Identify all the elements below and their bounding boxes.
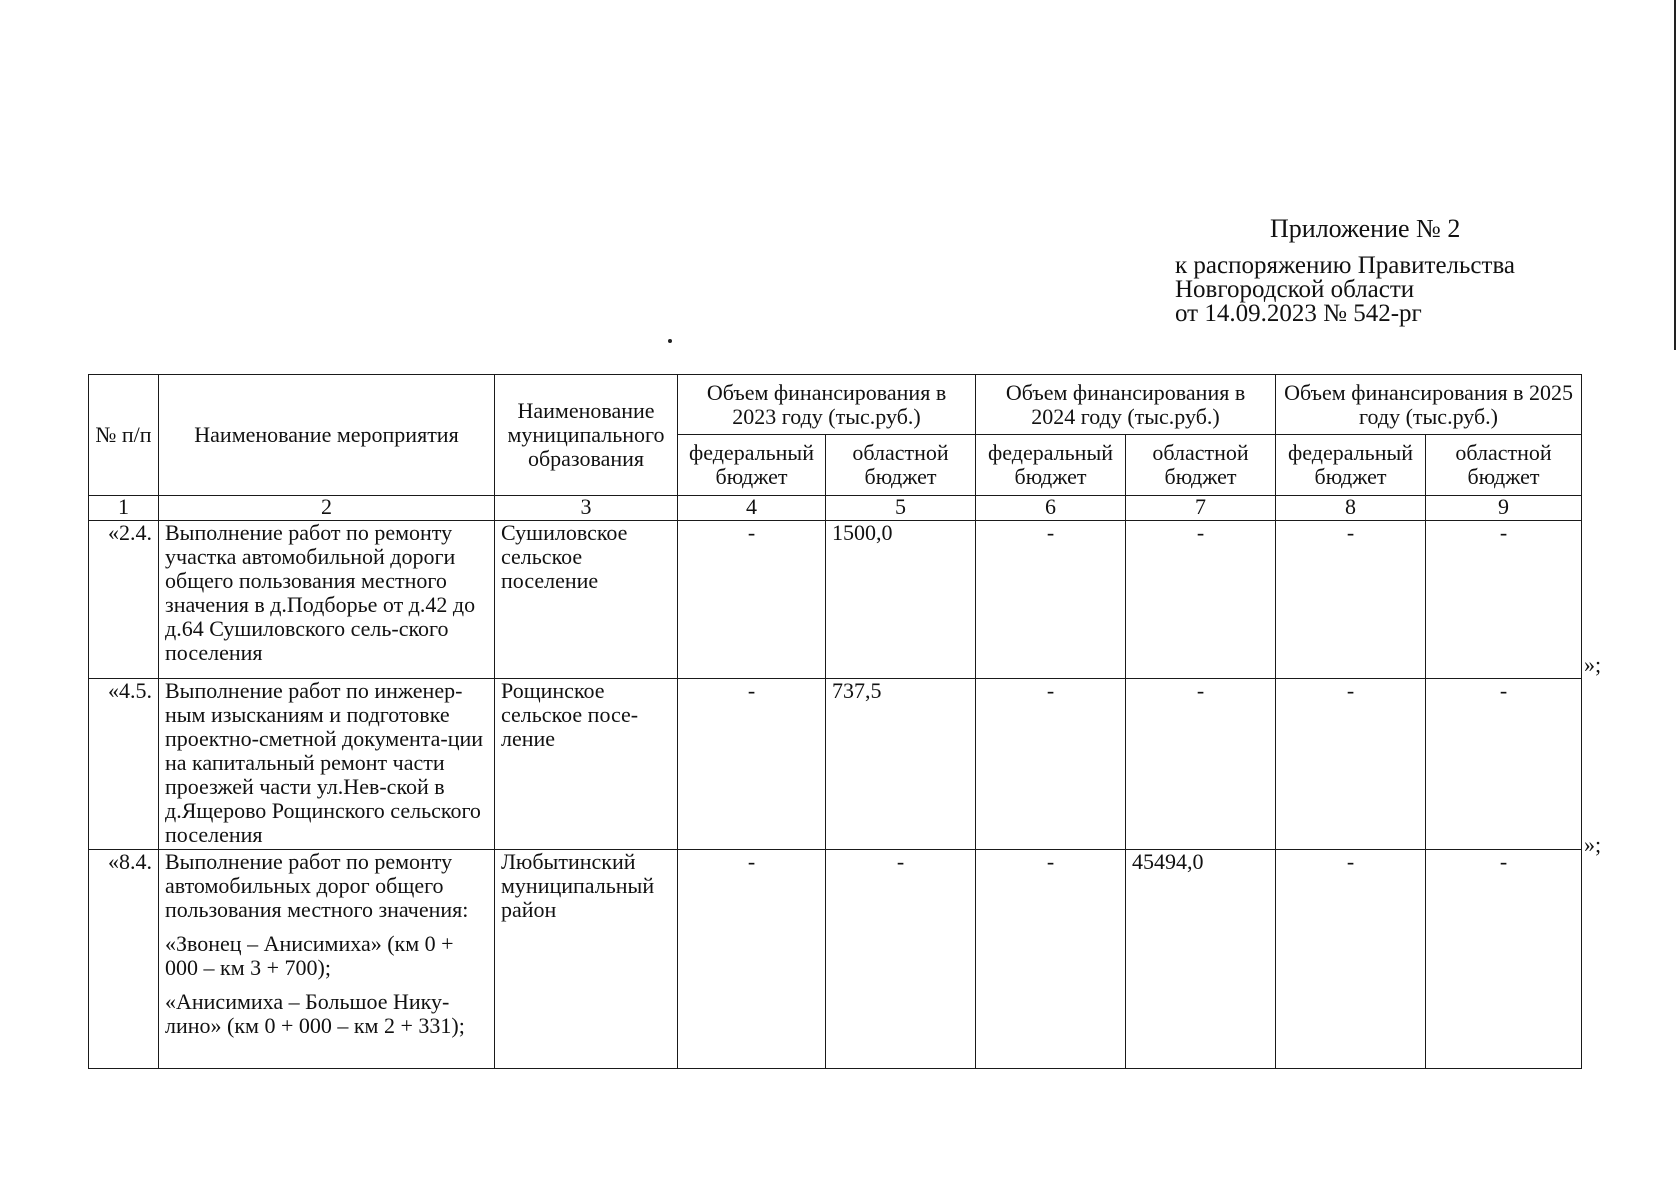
header-funding-2024: Объем финансирования в 2024 году (тыс.руб.): [976, 375, 1276, 435]
table-row: [89, 850, 1582, 1069]
scan-edge-line: [1674, 0, 1676, 350]
value-regional-2025: -: [1426, 850, 1582, 1069]
value-regional-2023: -: [826, 850, 976, 1069]
value-federal-2023: -: [678, 679, 826, 850]
value-regional-2023: 737,5: [826, 679, 976, 850]
appendix-line: Новгородской области: [1175, 276, 1415, 303]
appendix-line: к распоряжению Правительства: [1175, 252, 1516, 279]
event-name-cell: [159, 521, 495, 679]
value-regional-2024: 45494,0: [1126, 850, 1276, 1069]
header-regional-2025: областной бюджет: [1426, 435, 1582, 496]
event-name-cell: [159, 679, 495, 850]
header-federal-2023: федеральный бюджет: [678, 435, 826, 496]
column-number: 8: [1276, 496, 1426, 521]
column-number: 5: [826, 496, 976, 521]
event-name-cell: [159, 850, 495, 1069]
column-number: 7: [1126, 496, 1276, 521]
row-number: «4.5.: [89, 679, 159, 850]
event-name: Выполнение работ по ремонту автомобильных дорог общего пользования местного значения:: [165, 849, 469, 922]
funding-table: [88, 374, 1582, 1069]
value-regional-2024: -: [1126, 521, 1276, 679]
municipality-cell: Сушиловское сельское поселение: [495, 521, 678, 679]
value-regional-2024: -: [1126, 679, 1276, 850]
header-funding-2025: Объем финансирования в 2025 году (тыс.руб.): [1276, 375, 1582, 435]
column-number: 1: [89, 496, 159, 521]
header-regional-2023: областной бюджет: [826, 435, 976, 496]
value-federal-2023: -: [678, 521, 826, 679]
header-federal-2024: федеральный бюджет: [976, 435, 1126, 496]
header-funding-2023: Объем финансирования в 2023 году (тыс.руб.): [678, 375, 976, 435]
table-row: [89, 521, 1582, 679]
value-federal-2025: -: [1276, 850, 1426, 1069]
appendix-reference: [1175, 254, 1595, 326]
value-federal-2024: -: [976, 679, 1126, 850]
header-federal-2025: федеральный бюджет: [1276, 435, 1426, 496]
event-name: Выполнение работ по ремонту участка автомобильной дороги общего пользования местного значения в д.Подборье от д.42 до д.64 Сушиловского сель-ского поселения: [165, 520, 476, 665]
column-number: 2: [159, 496, 495, 521]
value-regional-2025: -: [1426, 679, 1582, 850]
column-number: 9: [1426, 496, 1582, 521]
header-event-name: Наименование мероприятия: [159, 375, 495, 496]
value-federal-2025: -: [1276, 521, 1426, 679]
header-regional-2024: областной бюджет: [1126, 435, 1276, 496]
road-section: «Анисимиха – Большое Нику-лино» (км 0 + 000 – км 2 + 331);: [165, 989, 465, 1038]
closing-quote-mark: »;: [1584, 652, 1602, 677]
row-number: «8.4.: [89, 850, 159, 1069]
closing-quote-mark: »;: [1584, 832, 1602, 857]
value-federal-2025: -: [1276, 679, 1426, 850]
header-municipality: Наименование муниципального образования: [495, 375, 678, 496]
stray-dot: [668, 339, 672, 343]
road-section: «Звонец – Анисимиха» (км 0 + 000 – км 3 + 700);: [165, 931, 454, 980]
column-number: 3: [495, 496, 678, 521]
row-number: «2.4.: [89, 521, 159, 679]
header-number: № п/п: [89, 375, 159, 496]
appendix-line: от 14.09.2023 № 542-рг: [1175, 300, 1422, 327]
column-number: 4: [678, 496, 826, 521]
value-federal-2024: -: [976, 850, 1126, 1069]
value-federal-2024: -: [976, 521, 1126, 679]
appendix-title: Приложение № 2: [1270, 214, 1461, 243]
value-regional-2025: -: [1426, 521, 1582, 679]
value-regional-2023: 1500,0: [826, 521, 976, 679]
table-row: [89, 679, 1582, 850]
column-number: 6: [976, 496, 1126, 521]
municipality-cell: Рощинское сельское посе-ление: [495, 679, 678, 850]
municipality-cell: Любытинский муниципальный район: [495, 850, 678, 1069]
value-federal-2023: -: [678, 850, 826, 1069]
event-name: Выполнение работ по инженер-ным изысканиям и подготовке проектно-сметной документа-ции на капитальный ремонт части проезжей части ул.Нев-ской в д.Ящерово Рощинского сельского поселения: [165, 678, 484, 847]
